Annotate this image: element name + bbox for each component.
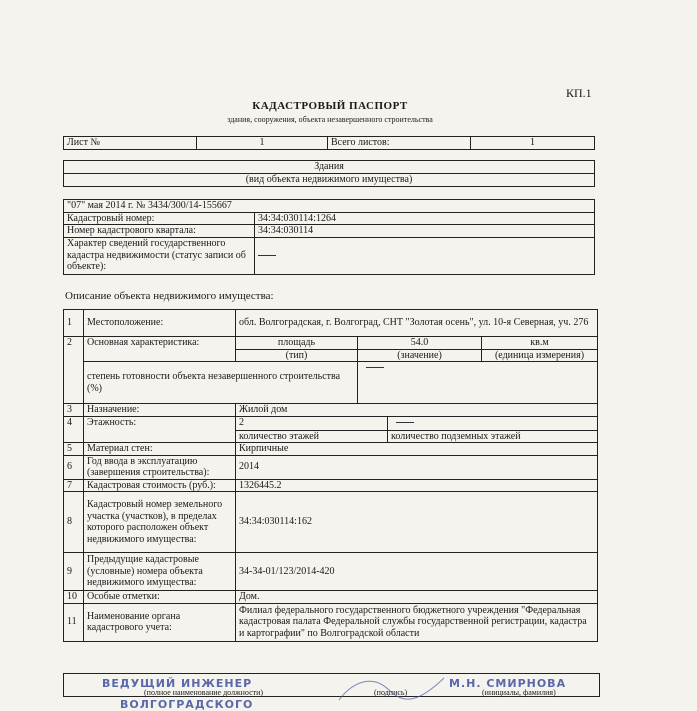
- name-caption: (инициалы, фамилия): [482, 688, 556, 697]
- quarter-label: Номер кадастрового квартала:: [64, 225, 255, 238]
- main-char-value-caption: (значение): [358, 349, 482, 362]
- purpose-label: Назначение:: [84, 404, 236, 417]
- row-num: 11: [64, 603, 84, 641]
- row-num: 6: [64, 455, 84, 479]
- object-type-caption: (вид объекта недвижимого имущества): [64, 174, 595, 187]
- signature-scribble: [334, 670, 454, 706]
- row-num: 5: [64, 443, 84, 456]
- quarter-value: 34:34:030114: [255, 225, 595, 238]
- name-stamp: М.Н. СМИРНОВА: [449, 677, 567, 690]
- main-char-unit-caption: (единица измерения): [482, 349, 598, 362]
- dash-mark: [258, 255, 276, 256]
- row-num: 4: [64, 416, 84, 443]
- page-subtitle: здания, сооружения, объекта незавершенного строительства: [227, 115, 433, 124]
- special-marks-value: Дом.: [236, 591, 598, 604]
- row-num: 1: [64, 310, 84, 337]
- row-num: 7: [64, 479, 84, 492]
- main-char-type: площадь: [236, 337, 358, 350]
- object-type-table: [63, 160, 595, 187]
- purpose-value: Жилой дом: [236, 404, 598, 417]
- authority-label: Наименование органа кадастрового учета:: [84, 603, 236, 641]
- cad-cost-label: Кадастровая стоимость (руб.):: [84, 479, 236, 492]
- year-value: 2014: [236, 455, 598, 479]
- row-num: 9: [64, 553, 84, 591]
- main-char-type-caption: (тип): [236, 349, 358, 362]
- row-num: 10: [64, 591, 84, 604]
- floors-value: 2: [236, 416, 388, 430]
- sheet-label: Лист №: [64, 137, 197, 150]
- main-char-unit: кв.м: [482, 337, 598, 350]
- location-value: обл. Волгоградская, г. Волгоград, СНТ "Золотая осень", ул. 10-я Северная, уч. 276: [236, 310, 598, 337]
- cad-cost-value: 1326445.2: [236, 479, 598, 492]
- main-char-value: 54.0: [358, 337, 482, 350]
- row-num: 2: [64, 337, 84, 404]
- cad-number-label: Кадастровый номер:: [64, 212, 255, 225]
- row-num: 8: [64, 492, 84, 553]
- dash-mark: [366, 367, 384, 368]
- cad-number-value: 34:34:030114:1264: [255, 212, 595, 225]
- readiness-value: [358, 362, 598, 404]
- signature-caption: (подпись): [374, 688, 408, 697]
- location-label: Местоположение:: [84, 310, 236, 337]
- row-num: 3: [64, 404, 84, 417]
- prev-numbers-value: 34-34-01/123/2014-420: [236, 553, 598, 591]
- signature-block: [63, 673, 600, 697]
- land-number-value: 34:34:030114:162: [236, 492, 598, 553]
- sheet-value: 1: [197, 137, 328, 150]
- main-char-label: Основная характеристика:: [84, 337, 236, 362]
- total-sheets-value: 1: [471, 137, 595, 150]
- authority-value: Филиал федерального государственного бюджетного учреждения "Федеральная кадастровая палата Федеральной службы государственной регистрации, кадастра и картографии" по Волгоградской области: [236, 603, 598, 641]
- position-stamp: ВЕДУЩИЙ ИНЖЕНЕР: [102, 677, 253, 690]
- description-table: [63, 309, 598, 642]
- status-value: [255, 237, 595, 274]
- total-sheets-label: Всего листов:: [328, 137, 471, 150]
- underground-value: [388, 416, 598, 430]
- floors-label: Этажность:: [84, 416, 236, 443]
- floors-caption: количество этажей: [236, 430, 388, 443]
- sheet-table: [63, 136, 595, 150]
- land-number-label: Кадастровый номер земельного участка (участков), в пределах которого расположен объект недвижимого имущества:: [84, 492, 236, 553]
- dash-mark: [396, 422, 414, 423]
- bottom-stamp: ВОЛГОГРАДСКОГО: [120, 698, 254, 711]
- status-label: Характер сведений государственного кадастра недвижимости (статус записи об объекте):: [64, 237, 255, 274]
- object-type-value: Здания: [64, 161, 595, 174]
- position-caption: (полное наименование должности): [144, 688, 264, 697]
- description-label: Описание объекта недвижимого имущества:: [65, 290, 274, 302]
- year-label: Год ввода в эксплуатацию (завершения строительства):: [84, 455, 236, 479]
- wall-material-value: Кирпичные: [236, 443, 598, 456]
- date-number: "07" мая 2014 г. № 3434/300/14-155667: [64, 200, 595, 213]
- header-table: [63, 199, 595, 275]
- wall-material-label: Материал стен:: [84, 443, 236, 456]
- page-title: КАДАСТРОВЫЙ ПАСПОРТ: [252, 100, 408, 112]
- special-marks-label: Особые отметки:: [84, 591, 236, 604]
- underground-caption: количество подземных этажей: [388, 430, 598, 443]
- readiness-label: степень готовности объекта незавершенного строительства (%): [84, 362, 358, 404]
- doc-code: КП.1: [566, 86, 592, 100]
- prev-numbers-label: Предыдущие кадастровые (условные) номера объекта недвижимого имущества:: [84, 553, 236, 591]
